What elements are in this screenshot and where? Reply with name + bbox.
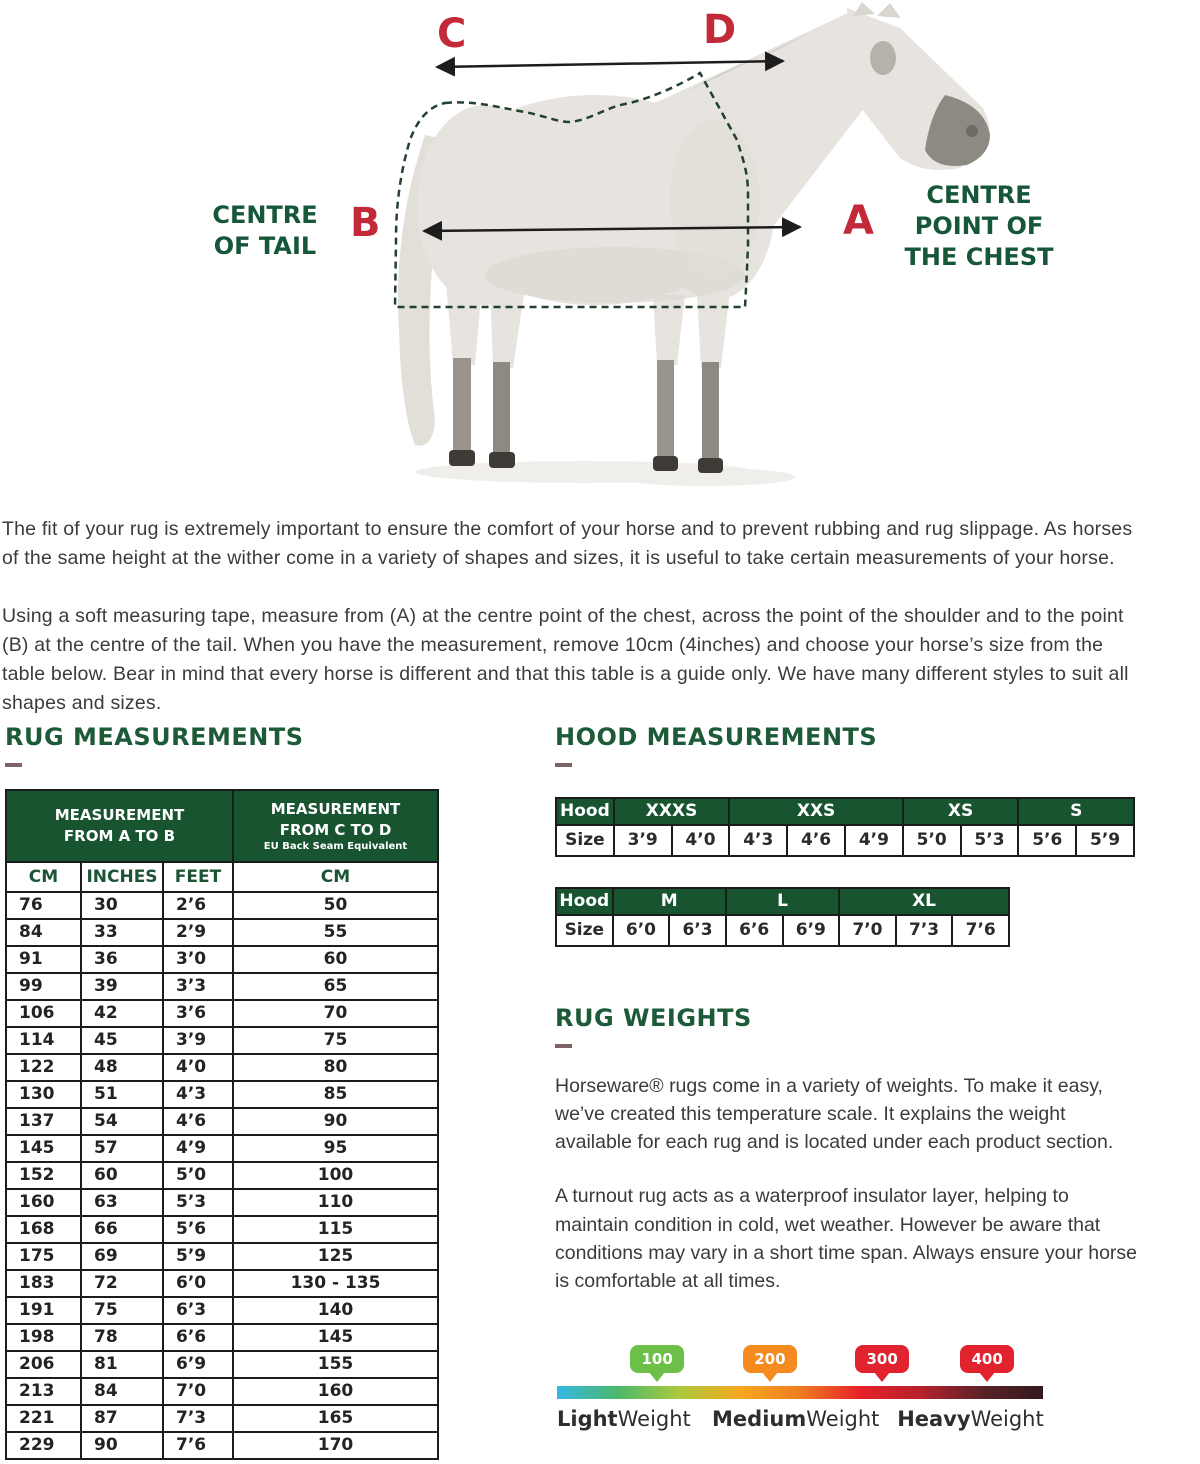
rug-table-cell: 100 [233,1162,438,1189]
diagram-point-a: A [843,198,874,244]
centre-of-tail-line1: CENTRE [212,201,318,229]
rug-table-cell: 30 [81,892,163,919]
rug-table-cell: 2’6 [163,892,233,919]
rug-table-cell: 115 [233,1216,438,1243]
hood-group-cell: L [726,888,839,915]
rug-table-cell: 5’9 [163,1243,233,1270]
centre-point-of-chest-label [890,180,1068,274]
rug-table-row [6,1378,438,1405]
rug-table-cell: 75 [233,1027,438,1054]
weight-label-rest: Weight [617,1407,691,1432]
rug-table-cell: 55 [233,919,438,946]
rug-table-row [6,1297,438,1324]
hood-size-value-cell: 5’9 [1076,825,1134,856]
hood-group-cell: S [1018,798,1134,825]
rug-table-cell: 6’9 [163,1351,233,1378]
intro-text [2,515,1142,719]
rug-table-cell: 6’6 [163,1324,233,1351]
hood-group-cell: XS [903,798,1019,825]
rug-table-cell: 54 [81,1108,163,1135]
weight-label-bold: Light [557,1407,618,1432]
rug-table-cell: 87 [81,1405,163,1432]
rug-table-cell: 65 [233,973,438,1000]
rug-table-cell: 106 [6,1000,81,1027]
rug-table-cell: 183 [6,1270,81,1297]
rug-table-cell: 39 [81,973,163,1000]
rug-table-cell: 114 [6,1027,81,1054]
hood-header-row [556,888,1009,915]
rug-table-cell: 57 [81,1135,163,1162]
weight-badge-400: 400 [960,1345,1014,1373]
rug-table-row [6,1351,438,1378]
rug-table-cell: 155 [233,1351,438,1378]
rug-table-cell: 69 [81,1243,163,1270]
rug-table-cell: 90 [233,1108,438,1135]
rug-table-cell: 145 [233,1324,438,1351]
header-cd-line2: FROM C TO D [279,820,392,839]
diagram-point-c: C [437,11,467,57]
rug-table-column-headers [6,862,438,892]
column-header-cm: CM [6,862,81,892]
hood-size-value-cell: 4’3 [729,825,787,856]
rug-table-cell: 78 [81,1324,163,1351]
rug-table-cell: 213 [6,1378,81,1405]
rug-table-cell: 140 [233,1297,438,1324]
hood-size-value-cell: 4’0 [672,825,730,856]
rug-weights-paragraph-1: Horseware® rugs come in a variety of weights. To make it easy, we’ve created this temperature scale. It explains the weight available for each rug and is located under each product section. [555,1074,1114,1154]
rug-table-cell: 72 [81,1270,163,1297]
hood-size-value-cell: 7’3 [896,915,953,946]
hood-size-value-cell: 6’6 [726,915,783,946]
arrow-c-to-d [437,61,783,67]
heading-dash [5,763,22,767]
hood-corner-cell: Hood [556,888,613,915]
rug-table-row [6,919,438,946]
centre-of-tail-label [185,200,345,262]
rug-table-cell: 175 [6,1243,81,1270]
diagram-point-b: B [350,200,381,246]
rug-table-cell: 7’0 [163,1378,233,1405]
hood-table-large-sizes [555,887,1010,947]
rug-table-cell: 60 [233,946,438,973]
rug-table-cell: 81 [81,1351,163,1378]
rug-table-cell: 191 [6,1297,81,1324]
rug-table-row [6,1189,438,1216]
rug-table-cell: 60 [81,1162,163,1189]
hood-size-row [556,915,1009,946]
header-ab-line2: FROM A TO B [63,826,176,845]
weight-badge-200: 200 [743,1345,797,1373]
rug-table-cell: 90 [81,1432,163,1459]
rug-measurements-table [5,789,439,1460]
rug-table-cell: 130 [6,1081,81,1108]
rug-table-cell: 122 [6,1054,81,1081]
rug-table-row [6,1054,438,1081]
rug-table-cell: 76 [6,892,81,919]
hood-group-cell: XXXS [614,798,730,825]
hood-size-label-cell: Size [556,915,613,946]
rug-table-cell: 7’6 [163,1432,233,1459]
hood-size-value-cell: 4’9 [845,825,903,856]
diagram-point-d: D [703,7,737,53]
hood-size-label-cell: Size [556,825,614,856]
rug-table-header-cd [233,790,438,862]
rug-table-row [6,1027,438,1054]
rug-table-cell: 4’9 [163,1135,233,1162]
column-header-feet: FEET [163,862,233,892]
rug-table-cell: 85 [233,1081,438,1108]
rug-table-cell: 51 [81,1081,163,1108]
rug-table-cell: 6’0 [163,1270,233,1297]
rug-table-cell: 4’3 [163,1081,233,1108]
rug-table-cell: 3’0 [163,946,233,973]
hood-and-weights-section [555,723,1140,1460]
hood-group-cell: M [613,888,726,915]
weight-label-rest: Weight [970,1407,1044,1432]
rug-measurements-title: RUG MEASUREMENTS [5,722,304,751]
rug-table-cell: 48 [81,1054,163,1081]
rug-weights-paragraph-2: A turnout rug acts as a waterproof insulator layer, helping to maintain condition in cold, wet weather. However be aware that conditions may vary in a short time span. Always ensure your horse is comfortable at all times. [555,1185,1138,1293]
rug-table-cell: 3’3 [163,973,233,1000]
horse-measurement-diagram [0,0,1200,505]
centre-chest-line2: POINT OF [914,212,1044,241]
rug-table-cell: 95 [233,1135,438,1162]
rug-table-cell: 3’6 [163,1000,233,1027]
rug-table-row [6,1135,438,1162]
rug-table-cell: 5’6 [163,1216,233,1243]
temperature-scale [557,1345,1043,1445]
rug-table-cell: 168 [6,1216,81,1243]
column-header-inches: INCHES [81,862,163,892]
header-cd-line1: MEASUREMENT [270,799,401,818]
rug-table-cell: 206 [6,1351,81,1378]
rug-table-cell: 152 [6,1162,81,1189]
hood-size-value-cell: 7’0 [839,915,896,946]
rug-table-row [6,1270,438,1297]
rug-table-cell: 2’9 [163,919,233,946]
rug-table-row [6,1243,438,1270]
centre-chest-line1: CENTRE [926,181,1032,209]
centre-chest-line3: THE CHEST [904,243,1054,272]
rug-measurements-section [5,723,437,1460]
weight-gradient-bar [557,1386,1043,1399]
rug-table-row [6,1432,438,1459]
intro-paragraph-1: The fit of your rug is extremely important to ensure the comfort of your horse and to prevent rubbing and rug slippage. As horses of the same height at the wither come in a variety of shapes and sizes, it is useful to take certain measurements of your horse. [2,518,1133,570]
rug-table-cell: 99 [6,973,81,1000]
hood-group-cell: XL [839,888,1009,915]
hood-size-value-cell: 5’0 [903,825,961,856]
weight-label-bold: Medium [712,1407,807,1432]
hood-size-value-cell: 6’3 [669,915,726,946]
rug-table-row [6,1162,438,1189]
hood-size-value-cell: 5’3 [961,825,1019,856]
rug-table-row [6,1081,438,1108]
rug-table-cell: 80 [233,1054,438,1081]
hood-header-row [556,798,1134,825]
weight-label-light [557,1407,691,1431]
rug-table-row [6,973,438,1000]
rug-table-cell: 84 [81,1378,163,1405]
rug-table-cell: 36 [81,946,163,973]
rug-table-cell: 63 [81,1189,163,1216]
rug-table-cell: 130 - 135 [233,1270,438,1297]
hood-corner-cell: Hood [556,798,614,825]
rug-table-cell: 3’9 [163,1027,233,1054]
rug-table-cell: 7’3 [163,1405,233,1432]
rug-table-row [6,1324,438,1351]
rug-table-cell: 42 [81,1000,163,1027]
weight-badge-100: 100 [630,1345,684,1373]
weight-label-medium [712,1407,879,1431]
rug-table-cell: 50 [233,892,438,919]
rug-table-cell: 4’6 [163,1108,233,1135]
intro-paragraph-2: Using a soft measuring tape, measure from (A) at the centre point of the chest, across the point of the shoulder and to the point (B) at the centre of the tail. When you have the measurement, remove 10cm (4inches) and choose your horse’s size from the table below. Bear in mind that every horse is different and that this table is a guide only. We have many different styles to suit all shapes and sizes. [2,604,1129,715]
hood-group-cell: XXS [729,798,902,825]
badge-pointer [874,1372,890,1382]
header-ab-line1: MEASUREMENT [54,805,185,824]
rug-table-cell: 70 [233,1000,438,1027]
rug-table-row [6,1000,438,1027]
heading-dash [555,763,572,767]
rug-table-cell: 145 [6,1135,81,1162]
hood-measurements-title: HOOD MEASUREMENTS [555,722,878,751]
hood-size-value-cell: 3’9 [614,825,672,856]
rug-table-cell: 170 [233,1432,438,1459]
rug-table-cell: 137 [6,1108,81,1135]
rug-table-row [6,1216,438,1243]
badge-pointer [649,1372,665,1382]
rug-table-cell: 91 [6,946,81,973]
rug-table-cell: 165 [233,1405,438,1432]
rug-table-cell: 160 [233,1378,438,1405]
rug-table-cell: 198 [6,1324,81,1351]
centre-of-tail-line2: OF TAIL [213,232,317,261]
rug-table-cell: 229 [6,1432,81,1459]
weight-label-rest: Weight [806,1407,880,1432]
rug-table-row [6,946,438,973]
rug-table-row [6,1108,438,1135]
rug-table-cell: 5’3 [163,1189,233,1216]
weight-label-bold: Heavy [897,1407,971,1432]
rug-table-cell: 110 [233,1189,438,1216]
rug-table-cell: 66 [81,1216,163,1243]
rug-table-cell: 75 [81,1297,163,1324]
rug-table-cell: 4’0 [163,1054,233,1081]
rug-table-header-ab [6,790,233,862]
rug-table-row [6,1405,438,1432]
rug-table-row [6,892,438,919]
hood-size-value-cell: 6’9 [783,915,840,946]
hood-table-small-sizes [555,797,1135,857]
hood-size-value-cell: 6’0 [613,915,670,946]
rug-table-cell: 221 [6,1405,81,1432]
hood-size-value-cell: 7’6 [952,915,1009,946]
hood-size-value-cell: 5’6 [1018,825,1076,856]
weight-label-heavy [897,1407,1044,1431]
header-cd-line3: EU Back Seam Equivalent [263,840,408,852]
rug-table-cell: 5’0 [163,1162,233,1189]
rug-table-cell: 6’3 [163,1297,233,1324]
weight-badge-300: 300 [855,1345,909,1373]
hood-size-value-cell: 4’6 [787,825,845,856]
rug-table-cell: 125 [233,1243,438,1270]
heading-dash [555,1044,572,1048]
column-header-cm2: CM [233,862,438,892]
rug-table-cell: 160 [6,1189,81,1216]
rug-weights-title: RUG WEIGHTS [555,1003,752,1032]
hood-size-row [556,825,1134,856]
rug-table-cell: 33 [81,919,163,946]
rug-table-cell: 45 [81,1027,163,1054]
badge-pointer [762,1372,778,1382]
rug-table-cell: 84 [6,919,81,946]
badge-pointer [979,1372,995,1382]
